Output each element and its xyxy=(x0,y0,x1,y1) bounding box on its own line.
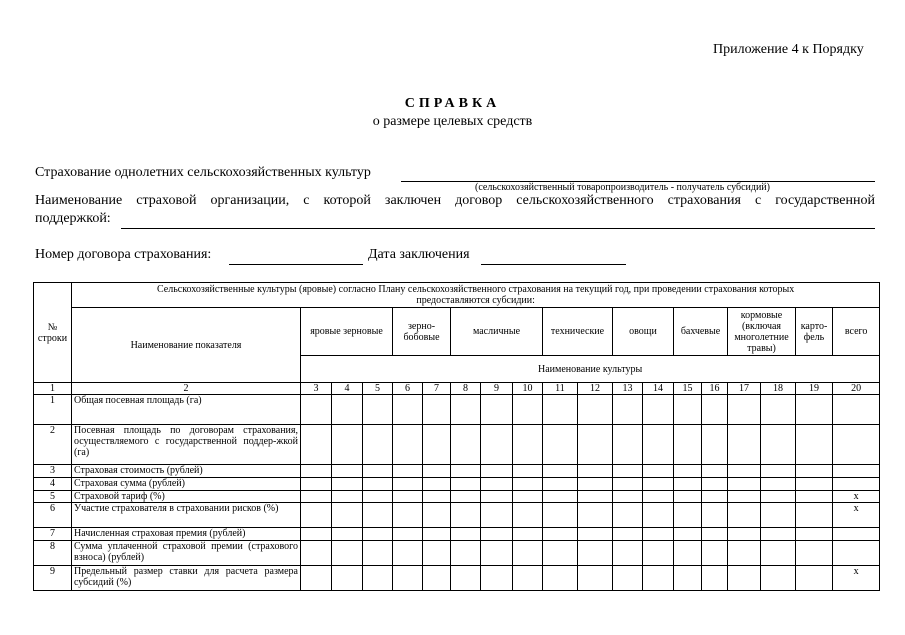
value-cell[interactable] xyxy=(543,503,578,528)
crop-oilseeds: масличные xyxy=(451,308,543,356)
value-cell[interactable] xyxy=(481,541,513,566)
value-cell[interactable] xyxy=(702,465,728,478)
value-cell[interactable] xyxy=(643,528,674,541)
value-cell[interactable] xyxy=(613,478,643,491)
value-cell[interactable] xyxy=(332,541,363,566)
value-cell[interactable] xyxy=(332,425,363,465)
value-cell[interactable] xyxy=(796,541,833,566)
row-label: Сумма уплаченной страховой премии (страхового взноса) (рублей) xyxy=(72,541,301,566)
value-cell[interactable] xyxy=(643,395,674,425)
value-cell[interactable] xyxy=(761,566,796,591)
value-cell[interactable] xyxy=(543,566,578,591)
value-cell[interactable] xyxy=(702,528,728,541)
total-cell[interactable] xyxy=(833,528,880,541)
row-number: 7 xyxy=(34,528,72,541)
total-cell[interactable] xyxy=(833,541,880,566)
row-number: 2 xyxy=(34,425,72,465)
value-cell[interactable] xyxy=(363,491,393,503)
total-cell[interactable] xyxy=(833,465,880,478)
row-label: Общая посевная площадь (га) xyxy=(72,395,301,425)
value-cell[interactable] xyxy=(393,491,423,503)
value-cell[interactable] xyxy=(481,491,513,503)
table-row xyxy=(34,478,880,491)
value-cell[interactable] xyxy=(393,425,423,465)
row-label: Предельный размер ставки для расчета размера субсидий (%) xyxy=(72,566,301,591)
value-cell[interactable] xyxy=(578,395,613,425)
value-cell[interactable] xyxy=(301,395,332,425)
value-cell[interactable] xyxy=(513,425,543,465)
value-cell[interactable] xyxy=(393,465,423,478)
col-number: 19 xyxy=(796,383,833,395)
crop-fodder: кормовые (включая многолетние травы) xyxy=(728,308,796,356)
value-cell[interactable] xyxy=(423,491,451,503)
col-number: 13 xyxy=(613,383,643,395)
value-cell[interactable] xyxy=(332,566,363,591)
value-cell[interactable] xyxy=(674,566,702,591)
value-cell[interactable] xyxy=(363,541,393,566)
value-cell[interactable] xyxy=(481,566,513,591)
value-cell[interactable] xyxy=(301,465,332,478)
date-field[interactable] xyxy=(481,247,626,265)
total-cell[interactable] xyxy=(833,478,880,491)
value-cell[interactable] xyxy=(761,491,796,503)
value-cell[interactable] xyxy=(578,465,613,478)
col-number: 12 xyxy=(578,383,613,395)
org-label-line2: поддержкой: xyxy=(35,211,111,226)
value-cell[interactable] xyxy=(728,425,761,465)
insurance-field[interactable] xyxy=(401,164,875,182)
value-cell[interactable] xyxy=(481,425,513,465)
value-cell[interactable] xyxy=(513,465,543,478)
value-cell[interactable] xyxy=(796,528,833,541)
col-number: 16 xyxy=(702,383,728,395)
value-cell[interactable] xyxy=(301,541,332,566)
value-cell[interactable] xyxy=(613,541,643,566)
value-cell[interactable] xyxy=(674,478,702,491)
table-row xyxy=(34,395,880,425)
value-cell[interactable] xyxy=(301,566,332,591)
value-cell[interactable] xyxy=(674,528,702,541)
value-cell[interactable] xyxy=(513,503,543,528)
value-cell[interactable] xyxy=(728,566,761,591)
value-cell[interactable] xyxy=(363,566,393,591)
value-cell[interactable] xyxy=(702,395,728,425)
row-number: 6 xyxy=(34,503,72,528)
value-cell[interactable] xyxy=(761,425,796,465)
value-cell[interactable] xyxy=(301,528,332,541)
org-label-line1: Наименование страховой организации, с которой заключен договор сельскохозяйственного страхования с государственной xyxy=(35,193,875,208)
value-cell[interactable] xyxy=(578,425,613,465)
value-cell[interactable] xyxy=(393,395,423,425)
value-cell[interactable] xyxy=(674,541,702,566)
crops-group-header: Сельскохозяйственные культуры (яровые) согласно Плану сельскохозяйственного страхования на текущий год, при проведении страхования которых предоставляются субсидии: xyxy=(72,283,880,308)
appendix-label: Приложение 4 к Порядку xyxy=(713,42,864,57)
value-cell[interactable] xyxy=(643,503,674,528)
value-cell[interactable] xyxy=(674,465,702,478)
value-cell[interactable] xyxy=(613,566,643,591)
table-row xyxy=(34,541,880,566)
value-cell[interactable] xyxy=(674,425,702,465)
value-cell[interactable] xyxy=(643,491,674,503)
row-label: Посевная площадь по договорам страхования, осуществляемого с государственной поддер-жкой (га) xyxy=(72,425,301,465)
row-number: 4 xyxy=(34,478,72,491)
insurance-label: Страхование однолетних сельскохозяйственных культур xyxy=(35,165,371,180)
col-number: 14 xyxy=(643,383,674,395)
value-cell[interactable] xyxy=(728,395,761,425)
row-number-header: № строки xyxy=(34,283,72,383)
col-number: 10 xyxy=(513,383,543,395)
value-cell[interactable] xyxy=(578,478,613,491)
value-cell[interactable] xyxy=(578,541,613,566)
value-cell[interactable] xyxy=(702,491,728,503)
value-cell[interactable] xyxy=(702,541,728,566)
col-number: 15 xyxy=(674,383,702,395)
value-cell[interactable] xyxy=(643,425,674,465)
value-cell[interactable] xyxy=(728,541,761,566)
crop-technical: технические xyxy=(543,308,613,356)
crop-vegetables: овощи xyxy=(613,308,674,356)
row-label: Страховая сумма (рублей) xyxy=(72,478,301,491)
value-cell[interactable] xyxy=(702,478,728,491)
value-cell[interactable] xyxy=(332,465,363,478)
col-number: 6 xyxy=(393,383,423,395)
value-cell[interactable] xyxy=(796,566,833,591)
value-cell[interactable] xyxy=(543,425,578,465)
value-cell[interactable] xyxy=(578,491,613,503)
total-cell[interactable]: x xyxy=(833,491,880,503)
value-cell[interactable] xyxy=(643,465,674,478)
value-cell[interactable] xyxy=(761,395,796,425)
row-number: 1 xyxy=(34,395,72,425)
row-number: 9 xyxy=(34,566,72,591)
value-cell[interactable] xyxy=(393,566,423,591)
value-cell[interactable] xyxy=(796,503,833,528)
crop-total: всего xyxy=(833,308,880,356)
value-cell[interactable] xyxy=(674,491,702,503)
value-cell[interactable] xyxy=(423,528,451,541)
value-cell[interactable] xyxy=(613,528,643,541)
value-cell[interactable] xyxy=(423,395,451,425)
value-cell[interactable] xyxy=(481,528,513,541)
value-cell[interactable] xyxy=(393,503,423,528)
total-cell[interactable]: x xyxy=(833,503,880,528)
org-field[interactable] xyxy=(121,211,875,229)
value-cell[interactable] xyxy=(451,395,481,425)
value-cell[interactable] xyxy=(393,478,423,491)
value-cell[interactable] xyxy=(301,478,332,491)
value-cell[interactable] xyxy=(423,478,451,491)
indicator-header: Наименование показателя xyxy=(72,308,301,383)
value-cell[interactable] xyxy=(702,503,728,528)
row-label: Участие страхователя в страховании рисков (%) xyxy=(72,503,301,528)
value-cell[interactable] xyxy=(761,465,796,478)
value-cell[interactable] xyxy=(513,395,543,425)
value-cell[interactable] xyxy=(702,566,728,591)
col-number: 4 xyxy=(332,383,363,395)
subsidy-table xyxy=(33,282,880,591)
value-cell[interactable] xyxy=(423,541,451,566)
col-number: 7 xyxy=(423,383,451,395)
table-body xyxy=(34,395,880,591)
row-number: 8 xyxy=(34,541,72,566)
value-cell[interactable] xyxy=(643,566,674,591)
crop-spring-grain: яровые зерновые xyxy=(301,308,393,356)
value-cell[interactable] xyxy=(301,503,332,528)
total-cell[interactable] xyxy=(833,395,880,425)
value-cell[interactable] xyxy=(513,566,543,591)
value-cell[interactable] xyxy=(513,528,543,541)
value-cell[interactable] xyxy=(674,395,702,425)
value-cell[interactable] xyxy=(543,478,578,491)
value-cell[interactable] xyxy=(451,465,481,478)
value-cell[interactable] xyxy=(451,503,481,528)
col-number: 1 xyxy=(34,383,72,395)
value-cell[interactable] xyxy=(613,503,643,528)
value-cell[interactable] xyxy=(761,541,796,566)
value-cell[interactable] xyxy=(301,425,332,465)
crop-legumes: зерно-бобовые xyxy=(393,308,451,356)
col-number: 5 xyxy=(363,383,393,395)
value-cell[interactable] xyxy=(451,425,481,465)
col-number: 3 xyxy=(301,383,332,395)
row-label: Начисленная страховая премия (рублей) xyxy=(72,528,301,541)
row-number: 3 xyxy=(34,465,72,478)
value-cell[interactable] xyxy=(301,491,332,503)
value-cell[interactable] xyxy=(728,465,761,478)
value-cell[interactable] xyxy=(451,478,481,491)
total-cell[interactable]: x xyxy=(833,566,880,591)
document-title: СПРАВКА xyxy=(404,96,501,111)
value-cell[interactable] xyxy=(702,425,728,465)
value-cell[interactable] xyxy=(613,465,643,478)
value-cell[interactable] xyxy=(513,491,543,503)
value-cell[interactable] xyxy=(481,478,513,491)
total-cell[interactable] xyxy=(833,425,880,465)
contract-label: Номер договора страхования: xyxy=(35,247,212,262)
value-cell[interactable] xyxy=(728,478,761,491)
value-cell[interactable] xyxy=(761,503,796,528)
table-row xyxy=(34,465,880,478)
value-cell[interactable] xyxy=(481,503,513,528)
col-number: 2 xyxy=(72,383,301,395)
value-cell[interactable] xyxy=(613,491,643,503)
value-cell[interactable] xyxy=(543,541,578,566)
value-cell[interactable] xyxy=(543,528,578,541)
table-row xyxy=(34,528,880,541)
crop-name-header: Наименование культуры xyxy=(301,356,880,383)
value-cell[interactable] xyxy=(451,491,481,503)
col-number: 18 xyxy=(761,383,796,395)
value-cell[interactable] xyxy=(513,541,543,566)
value-cell[interactable] xyxy=(363,465,393,478)
value-cell[interactable] xyxy=(423,566,451,591)
value-cell[interactable] xyxy=(451,528,481,541)
value-cell[interactable] xyxy=(643,541,674,566)
value-cell[interactable] xyxy=(451,541,481,566)
value-cell[interactable] xyxy=(613,425,643,465)
value-cell[interactable] xyxy=(543,491,578,503)
value-cell[interactable] xyxy=(481,465,513,478)
table-row xyxy=(34,491,880,503)
value-cell[interactable] xyxy=(578,528,613,541)
value-cell[interactable] xyxy=(451,566,481,591)
value-cell[interactable] xyxy=(761,478,796,491)
insurance-note: (сельскохозяйственный товаропроизводитель - получатель субсидий) xyxy=(475,182,770,193)
value-cell[interactable] xyxy=(363,528,393,541)
date-label: Дата заключения xyxy=(368,247,470,262)
value-cell[interactable] xyxy=(578,503,613,528)
value-cell[interactable] xyxy=(423,503,451,528)
value-cell[interactable] xyxy=(363,425,393,465)
value-cell[interactable] xyxy=(796,478,833,491)
col-number: 17 xyxy=(728,383,761,395)
value-cell[interactable] xyxy=(423,425,451,465)
row-label: Страховая стоимость (рублей) xyxy=(72,465,301,478)
value-cell[interactable] xyxy=(728,491,761,503)
value-cell[interactable] xyxy=(796,395,833,425)
row-label: Страховой тариф (%) xyxy=(72,491,301,503)
col-number: 8 xyxy=(451,383,481,395)
table-row xyxy=(34,566,880,591)
value-cell[interactable] xyxy=(728,528,761,541)
value-cell[interactable] xyxy=(481,395,513,425)
value-cell[interactable] xyxy=(643,478,674,491)
value-cell[interactable] xyxy=(332,503,363,528)
document-subtitle: о размере целевых средств xyxy=(372,114,533,129)
table-row xyxy=(34,425,880,465)
col-number: 9 xyxy=(481,383,513,395)
value-cell[interactable] xyxy=(363,503,393,528)
col-number: 20 xyxy=(833,383,880,395)
value-cell[interactable] xyxy=(578,566,613,591)
value-cell[interactable] xyxy=(363,395,393,425)
value-cell[interactable] xyxy=(332,528,363,541)
value-cell[interactable] xyxy=(761,528,796,541)
value-cell[interactable] xyxy=(543,465,578,478)
value-cell[interactable] xyxy=(393,528,423,541)
value-cell[interactable] xyxy=(543,395,578,425)
crop-potato: карто-фель xyxy=(796,308,833,356)
value-cell[interactable] xyxy=(796,491,833,503)
crop-melons: бахчевые xyxy=(674,308,728,356)
contract-number-field[interactable] xyxy=(229,247,363,265)
value-cell[interactable] xyxy=(332,491,363,503)
value-cell[interactable] xyxy=(393,541,423,566)
value-cell[interactable] xyxy=(613,395,643,425)
value-cell[interactable] xyxy=(796,425,833,465)
value-cell[interactable] xyxy=(332,395,363,425)
value-cell[interactable] xyxy=(796,465,833,478)
col-number: 11 xyxy=(543,383,578,395)
value-cell[interactable] xyxy=(513,478,543,491)
value-cell[interactable] xyxy=(363,478,393,491)
table-row xyxy=(34,503,880,528)
value-cell[interactable] xyxy=(332,478,363,491)
value-cell[interactable] xyxy=(674,503,702,528)
value-cell[interactable] xyxy=(728,503,761,528)
row-number: 5 xyxy=(34,491,72,503)
value-cell[interactable] xyxy=(423,465,451,478)
